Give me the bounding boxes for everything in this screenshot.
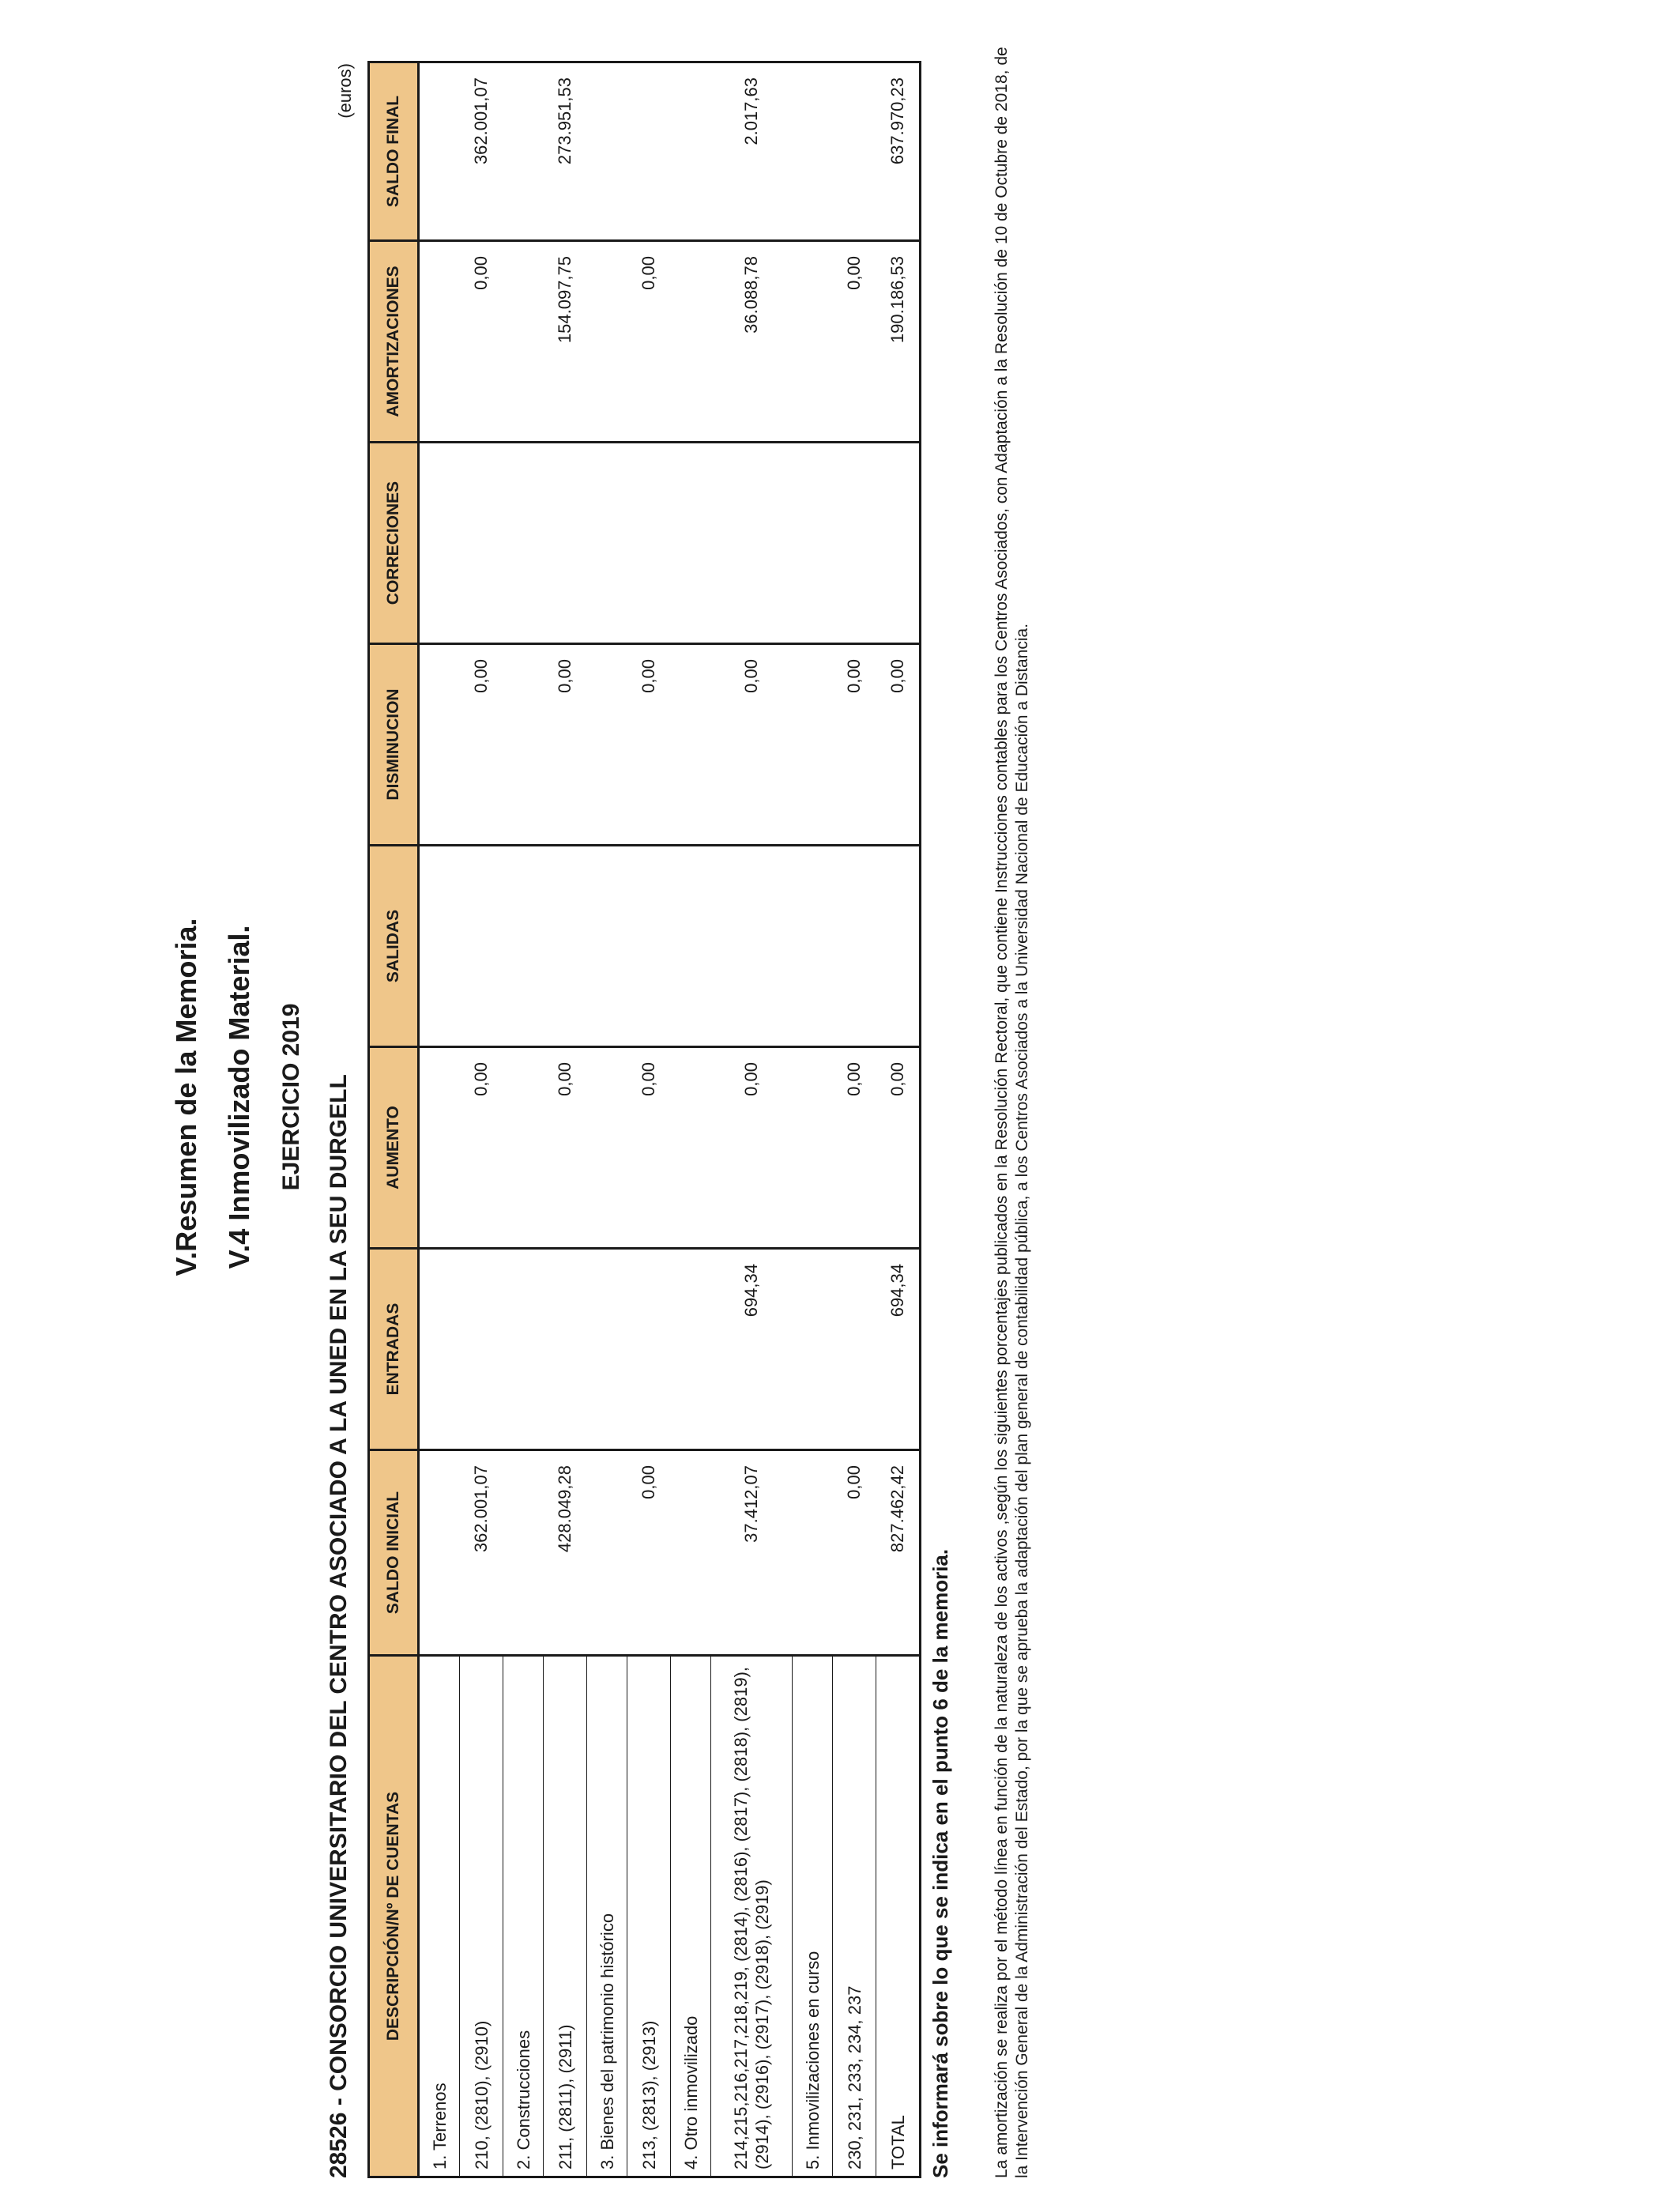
value-cell: 694,34 [876,1249,921,1450]
value-cell [876,443,921,644]
value-cell [671,1450,711,1656]
value-cell [671,1249,711,1450]
value-cell [544,1249,587,1450]
column-header: ENTRADAS [369,1249,419,1450]
value-cell: 362.001,07 [460,62,503,241]
row-description: 5. Inmovilizaciones en curso [793,1656,833,2177]
value-cell [503,241,544,443]
value-cell: 37.412,07 [711,1450,793,1656]
row-description: 3. Bienes del patrimonio histórico [587,1656,627,2177]
value-cell [793,644,833,846]
total-row [876,62,921,2177]
value-cell: 362.001,07 [460,1450,503,1656]
value-cell [793,1249,833,1450]
value-cell [419,1450,460,1656]
value-cell: 36.088,78 [711,241,793,443]
value-cell [627,846,671,1047]
account-row [711,62,793,2177]
value-cell [419,241,460,443]
category-row [587,62,627,2177]
value-cell [587,443,627,644]
value-cell [587,241,627,443]
value-cell: 827.462,42 [876,1450,921,1656]
value-cell [503,846,544,1047]
entity-name: 28526 - CONSORCIO UNIVERSITARIO DEL CENTRO ASOCIADO A LA UNED EN LA SEU DURGELL [326,1074,352,2178]
value-cell [503,62,544,241]
value-cell: 0,00 [711,1047,793,1249]
value-cell [460,1249,503,1450]
section-title: V.4 Inmovilizado Material. [223,925,255,1269]
category-row [419,62,460,2177]
value-cell [587,644,627,846]
value-cell [833,846,876,1047]
table-header-row [369,62,419,2177]
value-cell [671,241,711,443]
value-cell [793,1450,833,1656]
value-cell [419,1249,460,1450]
value-cell: 0,00 [460,644,503,846]
value-cell: 0,00 [460,1047,503,1249]
value-cell: 0,00 [876,1047,921,1249]
value-cell: 190.186,53 [876,241,921,443]
value-cell: 0,00 [833,241,876,443]
column-header: SALDO FINAL [369,62,419,241]
value-cell: 694,34 [711,1249,793,1450]
row-description: 211, (2811), (2911) [544,1656,587,2177]
value-cell [503,1249,544,1450]
column-header: AUMENTO [369,1047,419,1249]
value-cell [503,443,544,644]
value-cell: 0,00 [544,644,587,846]
value-cell: 0,00 [627,1450,671,1656]
value-cell: 0,00 [460,241,503,443]
value-cell [587,62,627,241]
category-row [503,62,544,2177]
value-cell: 273.951,53 [544,62,587,241]
value-cell [671,443,711,644]
value-cell [419,1047,460,1249]
value-cell [627,1249,671,1450]
value-cell: 0,00 [833,644,876,846]
value-cell [833,443,876,644]
value-cell [793,62,833,241]
value-cell: 2.017,63 [711,62,793,241]
value-cell: 0,00 [711,644,793,846]
value-cell: 0,00 [876,644,921,846]
value-cell: 428.049,28 [544,1450,587,1656]
column-header: CORRECIONES [369,443,419,644]
value-cell [671,1047,711,1249]
currency-label: (euros) [335,63,355,119]
value-cell [587,1047,627,1249]
value-cell [793,846,833,1047]
value-cell [587,846,627,1047]
value-cell [419,443,460,644]
value-cell: 0,00 [627,1047,671,1249]
account-row [833,62,876,2177]
value-cell [460,846,503,1047]
row-description: TOTAL [876,1656,921,2177]
column-header: SALDO INICIAL [369,1450,419,1656]
value-cell [627,62,671,241]
value-cell [711,443,793,644]
row-description: 2. Construcciones [503,1656,544,2177]
value-cell [503,1450,544,1656]
row-description: 210, (2810), (2910) [460,1656,503,2177]
value-cell [544,443,587,644]
value-cell [419,62,460,241]
account-row [627,62,671,2177]
value-cell [833,62,876,241]
value-cell [503,644,544,846]
row-description: 1. Terrenos [419,1656,460,2177]
value-cell [419,644,460,846]
value-cell: 0,00 [627,644,671,846]
value-cell [627,443,671,644]
value-cell: 154.097,75 [544,241,587,443]
value-cell: 637.970,23 [876,62,921,241]
account-row [460,62,503,2177]
value-cell: 0,00 [544,1047,587,1249]
row-description: 4. Otro inmovilizado [671,1656,711,2177]
category-row [671,62,711,2177]
exercise-title: EJERCICIO 2019 [278,1003,304,1191]
column-header: AMORTIZACIONES [369,241,419,443]
value-cell [671,62,711,241]
value-cell: 0,00 [833,1450,876,1656]
value-cell [671,644,711,846]
value-cell [587,1249,627,1450]
column-header: DISMINUCION [369,644,419,846]
value-cell [793,1047,833,1249]
value-cell: 0,00 [833,1047,876,1249]
row-description: 214,215,216,217,218,219, (2814), (2816), (2817), (2818), (2819), (2914), (2916), (2917), (2918), (2919) [711,1656,793,2177]
value-cell [419,846,460,1047]
column-header: SALIDAS [369,846,419,1047]
column-header: DESCRIPCIÓN/Nº DE CUENTAS [369,1656,419,2177]
amortization-footnote: La amortización se realiza por el método línea en función de la naturaleza de los activos ,según los siguientes porcentajes publicados en la Resolución Rectoral, que contiene Instrucciones contables para los Centros Asociados, con Adaptación a la Resolución de 10 de Octubre de 2018, de la Intervención General de la Administración del Estado, por la que se aprueba la adaptación del plan general de contabilidad pública, a los Centros Asociados a la Universidad Nacional de Educación a Distancia. [993,47,1031,2178]
value-cell [544,846,587,1047]
row-description: 213, (2813), (2913) [627,1656,671,2177]
memoria-note: Se informará sobre lo que se indica en el punto 6 de la memoria. [929,1548,952,2178]
value-cell [711,846,793,1047]
value-cell [876,846,921,1047]
value-cell [671,846,711,1047]
value-cell [833,1249,876,1450]
value-cell [460,443,503,644]
value-cell [793,241,833,443]
category-row [793,62,833,2177]
account-row [544,62,587,2177]
memoria-title: V.Resumen de la Memoria. [170,918,202,1276]
value-cell [793,443,833,644]
value-cell [587,1450,627,1656]
row-description: 230, 231, 233, 234, 237 [833,1656,876,2177]
value-cell: 0,00 [627,241,671,443]
value-cell [503,1047,544,1249]
fixed-assets-table [367,61,921,2178]
